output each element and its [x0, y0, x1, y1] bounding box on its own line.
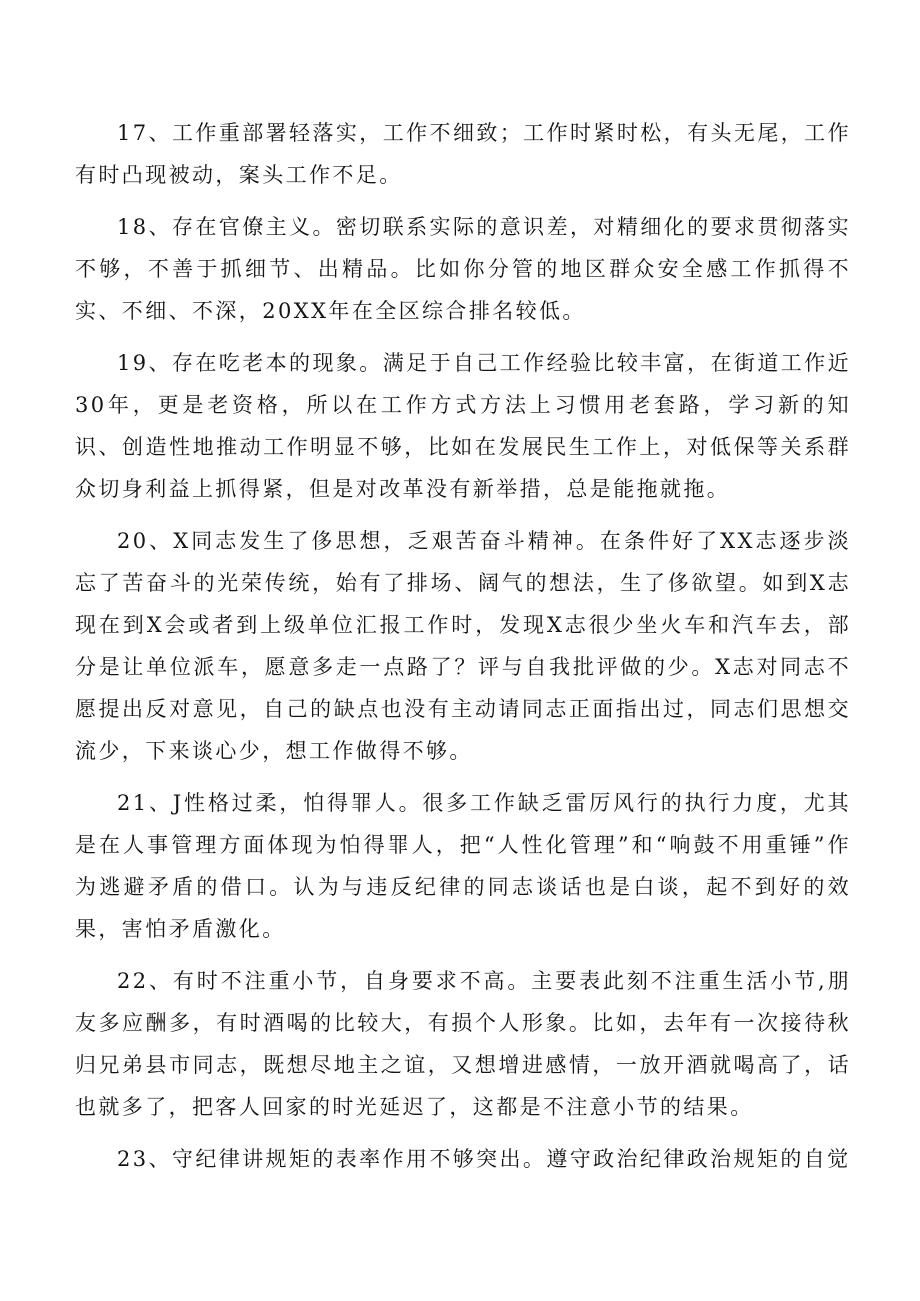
paragraph-20: 20、X同志发生了侈思想，乏艰苦奋斗精神。在条件好了XX志逐步淡忘了苦奋斗的光荣传统，始有了排场、阔气的想法，生了侈欲望。如到X志现在到X会或者到上级单位汇报工作时，发现X志很少坐火车和汽车去，部分是让单位派车，愿意多走一点路了？评与自我批评做的少。X志对同志不愿提出反对意见，自己的缺点也没有主动请同志正面指出过，同志们思想交流少，下来谈心少，想工作做得不够。	[75, 529, 851, 763]
paragraph-17: 17、工作重部署轻落实，工作不细致；工作时紧时松，有头无尾，工作有时凸现被动，案头工作不足。	[75, 121, 851, 187]
document-body	[75, 112, 851, 1180]
paragraph-18: 18、存在官僚主义。密切联系实际的意识差，对精细化的要求贯彻落实不够，不善于抓细节、出精品。比如你分管的地区群众安全感工作抓得不实、不细、不深，20XX年在全区综合排名较低。	[75, 215, 851, 323]
paragraph-21: 21、J性格过柔，怕得罪人。很多工作缺乏雷厉风行的执行力度，尤其是在人事管理方面体现为怕得罪人，把“人性化管理”和“响鼓不用重锤”作为逃避矛盾的借口。认为与违反纪律的同志谈话也是白谈，起不到好的效果，害怕矛盾激化。	[75, 791, 851, 941]
paragraph-23: 23、守纪律讲规矩的表率作用不够突出。遵守政治纪律政治规矩的自觉	[117, 1147, 851, 1171]
paragraph-19: 19、存在吃老本的现象。满足于自己工作经验比较丰富，在街道工作近30年，更是老资格，所以在工作方式方法上习惯用老套路，学习新的知识、创造性地推动工作明显不够，比如在发展民生工作上，对低保等关系群众切身利益上抓得紧，但是对改革没有新举措，总是能拖就拖。	[75, 351, 851, 501]
paragraph-22: 22、有时不注重小节，自身要求不高。主要表此刻不注重生活小节,朋友多应酬多，有时酒喝的比较大，有损个人形象。比如，去年有一次接待秋归兄弟县市同志，既想尽地主之谊，又想增进感情，一放开酒就喝高了，话也就多了，把客人回家的时光延迟了，这都是不注意小节的结果。	[75, 969, 851, 1119]
